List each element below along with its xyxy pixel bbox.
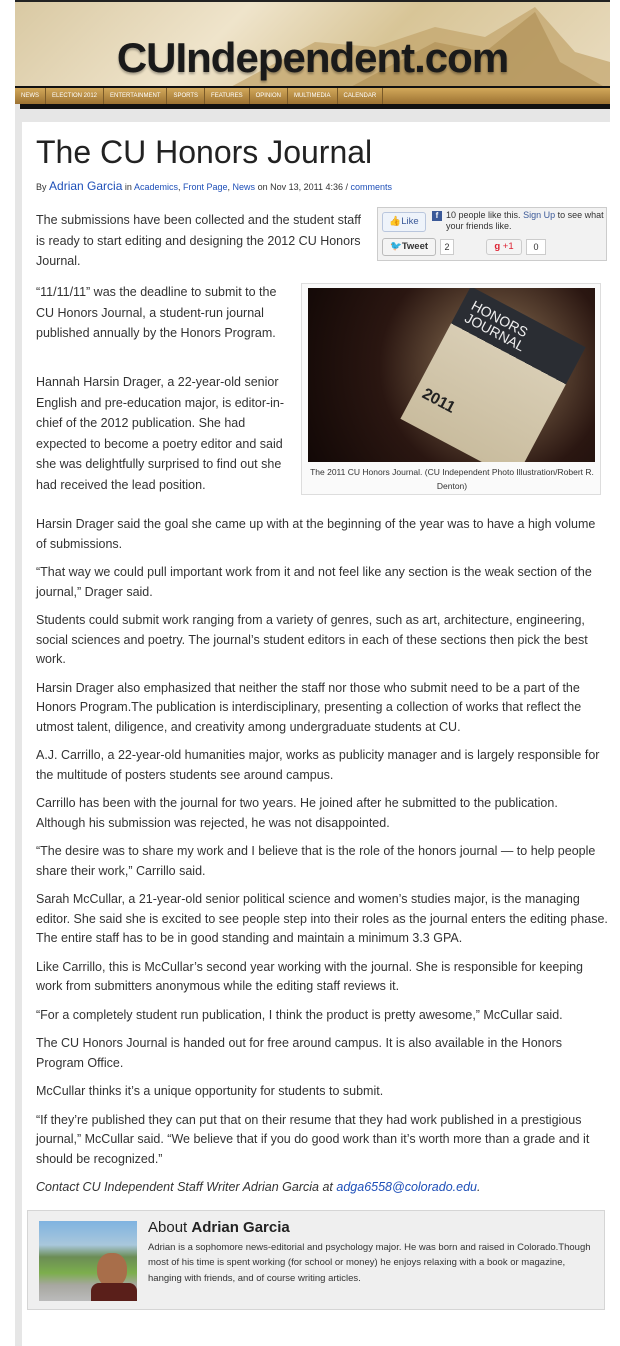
contact-end: . [476,1180,481,1194]
contact-email-link[interactable]: adga6558@colorado.edu [336,1180,477,1194]
paragraph: The submissions have been collected and the student staff is ready to start editing and designing the 2012 CU Honors Journal. [36,213,361,268]
byline-in: in [124,182,132,192]
author-link[interactable]: Adrian Garcia [49,179,123,193]
twitter-bird-icon: 🐦 [389,241,402,252]
nav-opinion[interactable]: OPINION [250,88,288,104]
paragraph: Sarah McCullar, a 21-year-old senior political science and women’s studies major, is the managing editor. She said she is excited to see people step into their roles as the journal enters the editing phase. The entire staff has to be in good standing and maintain a minimum 3.3 GPA. [36,892,608,945]
article-title: The CU Honors Journal [36,134,373,170]
about-author-name: Adrian Garcia [191,1218,290,1236]
site-logo[interactable]: CUIndependent.com [116,34,509,81]
nav-entertainment[interactable]: ENTERTAINMENT [104,88,167,104]
gplus-label: +1 [502,241,514,252]
tweet-label: Tweet [401,241,429,252]
nav-news[interactable]: NEWS [15,88,46,104]
fb-signup-link[interactable]: Sign Up [523,210,556,220]
about-author-title [148,1219,290,1236]
nav-multimedia[interactable]: MULTIMEDIA [288,88,338,104]
paragraph: “The desire was to share my work and I believe that is the role of the honors journal — to help people share their work,” Carrillo said. [36,844,596,878]
comments-link[interactable]: comments [350,182,392,192]
category-academics[interactable]: Academics [133,182,178,192]
thumbs-up-icon: 👍 [389,216,402,227]
article [22,122,610,1346]
article-body [36,515,608,1310]
nav-shadow-bar [20,104,610,109]
byline-date: on Nov 13, 2011 4:36 / [257,182,348,192]
paragraph: Students could submit work ranging from a variety of genres, such as art, architecture, engineering, social sciences and poetry. The journal’s student editors in each of these sections then pick the best work. [36,613,588,666]
paragraph: “11/11/11” was the deadline to submit to the CU Honors Journal, a student-run journal published annually by the Honors Program. [36,285,277,340]
paragraph: Harsin Drager also emphasized that neither the staff nor those who submit need to be a part of the Honors Program.The publication is interdisciplinary, presenting a collection of works that reflect the utmost talent, diligence, and creativity among undergraduate students at CU. [36,680,582,734]
main-nav [15,86,610,104]
google-plus-button[interactable] [486,239,522,255]
nav-features[interactable]: FEATURES [205,88,250,104]
paragraph: A.J. Carrillo, a 22-year-old humanities major, works as publicity manager and is largely responsible for the multitude of posters students see around campus. [36,748,600,782]
paragraph: McCullar thinks it’s a unique opportunity for students to submit. [36,1084,384,1098]
page-background [15,0,610,1346]
paragraph: Harsin Drager said the goal she came up with at the beginning of the year was to have a high volume of submissions. [36,517,596,551]
contact-text: Contact CU Independent Staff Writer Adrian Garcia at [36,1180,333,1194]
author-bio-text: Adrian is a sophomore news-editorial and psychology major. He was born and raised in Colorado.Though most of his time is spent working (for school or money) he enjoys relaxing with a book or magazine, hanging with friends, and of course writing articles. [148,1241,591,1284]
honors-journal-photo[interactable] [308,288,595,462]
facebook-icon: f [432,211,442,221]
paragraph: “That way we could pull important work from it and not feel like any section is the weak section of the journal,” Drager said. [36,565,592,599]
photo-journal-title: HONORS JOURNAL [462,297,531,355]
category-front-page[interactable]: Front Page [182,182,228,192]
paragraph: The CU Honors Journal is handed out for free around campus. It is also available in the Honors Program Office. [36,1036,562,1070]
about-label: About [148,1218,188,1236]
site-header [15,0,610,88]
facebook-like-button[interactable] [382,212,426,232]
paragraph: Carrillo has been with the journal for two years. He joined after he submitted to the publication. Although his submission was rejected, he was not disappointed. [36,796,558,830]
category-news[interactable]: News [232,182,256,192]
author-avatar [39,1221,137,1301]
photo-caption: The 2011 CU Honors Journal. (CU Independent Photo Illustration/Robert R. Denton) [310,467,594,491]
nav-election-2012[interactable]: ELECTION 2012 [46,88,104,104]
google-g-icon: g [494,241,501,252]
author-bio-box [27,1210,605,1310]
paragraph: “If they’re published they can put that on their resume that they had work published in a prestigious journal,” McCullar said. “We believe that if you do good work than it’s worth more than a grade and it should be recognized.” [36,1112,590,1166]
fb-text-2: to see what your friends like. [446,210,604,231]
tweet-button[interactable] [382,238,436,256]
photo-year: 2011 [419,385,458,417]
paragraph: Like Carrillo, this is McCullar’s second year working with the journal. She is responsible for keeping work from submitters anonymous while the editing staff reviews it. [36,959,584,993]
paragraph: Hannah Harsin Drager, a 22-year-old senior English and pre-education major, is editor-in-chief of the 2012 publication. She had expected to become a poetry editor and said she was delightfully surprised to find out she had received the lead position. [36,375,285,492]
tweet-count: 2 [440,239,454,255]
paragraph: “For a completely student run publication, I think the product is pretty awesome,” McCullar said. [36,1007,563,1022]
like-label: Like [401,216,419,227]
gplus-count: 0 [526,239,546,255]
contact-line [36,1178,608,1198]
article-figure [301,283,601,495]
social-share-box [377,207,607,261]
byline-by: By [36,182,47,192]
nav-sports[interactable]: SPORTS [167,88,205,104]
nav-calendar[interactable]: CALENDAR [338,88,384,104]
fb-like-count-text: 10 people like this. [446,210,521,220]
byline: By Adrian Garcia in Academics, Front Page, News on Nov 13, 2011 4:36 / comments [36,179,392,193]
